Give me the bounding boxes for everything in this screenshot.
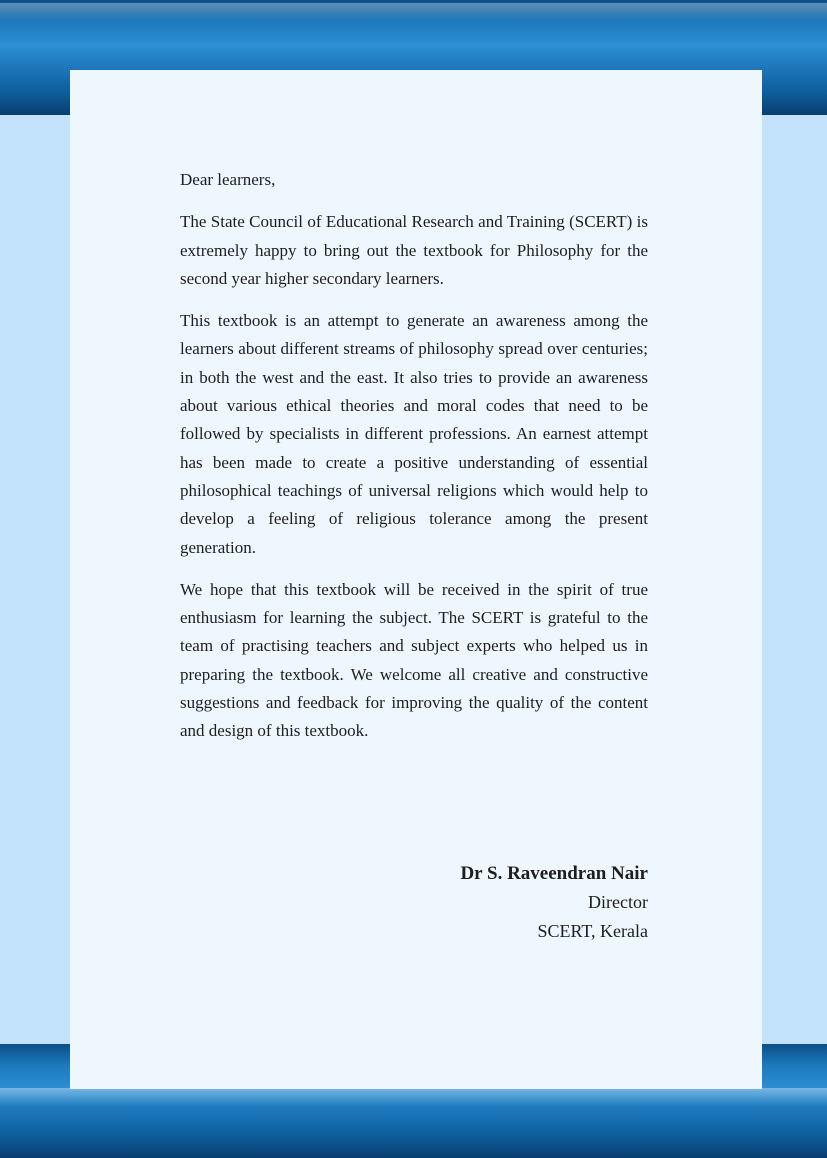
right-margin [762, 115, 827, 1044]
paragraph-intro: The State Council of Educational Research and Training (SCERT) is extremely happy to bring out the textbook for Philosophy for the second year higher secondary learners. [180, 212, 648, 288]
letter-body [180, 166, 648, 760]
signatory-organization: SCERT, Kerala [537, 920, 648, 941]
salutation: Dear learners, [180, 170, 276, 189]
signatory-title: Director [588, 892, 648, 913]
paragraph-closing: We hope that this textbook will be received in the spirit of true enthusiasm for learning the subject. The SCERT is grateful to the team of practising teachers and subject experts who helped us in preparing the textbook. We welcome all creative and constructive suggestions and feedback for improving the quality of the content and design of this textbook. [180, 579, 648, 741]
top-band-highlight [0, 3, 827, 21]
paragraph-purpose: This textbook is an attempt to generate an awareness among the learners about different streams of philosophy spread over centuries; in both the west and the east. It also tries to provide an awareness about various ethical theories and moral codes that need to be followed by specialists in different professions. An earnest attempt has been made to create a positive understanding of essential philosophical teachings of universal religions which would help to develop a feeling of religious tolerance among the present generation. [180, 311, 648, 557]
letter-page [70, 70, 762, 1089]
signatory-name: Dr S. Raveendran Nair [460, 863, 648, 884]
signature-block [180, 860, 648, 945]
bottom-band-highlight [0, 1088, 827, 1106]
left-margin [0, 115, 70, 1044]
